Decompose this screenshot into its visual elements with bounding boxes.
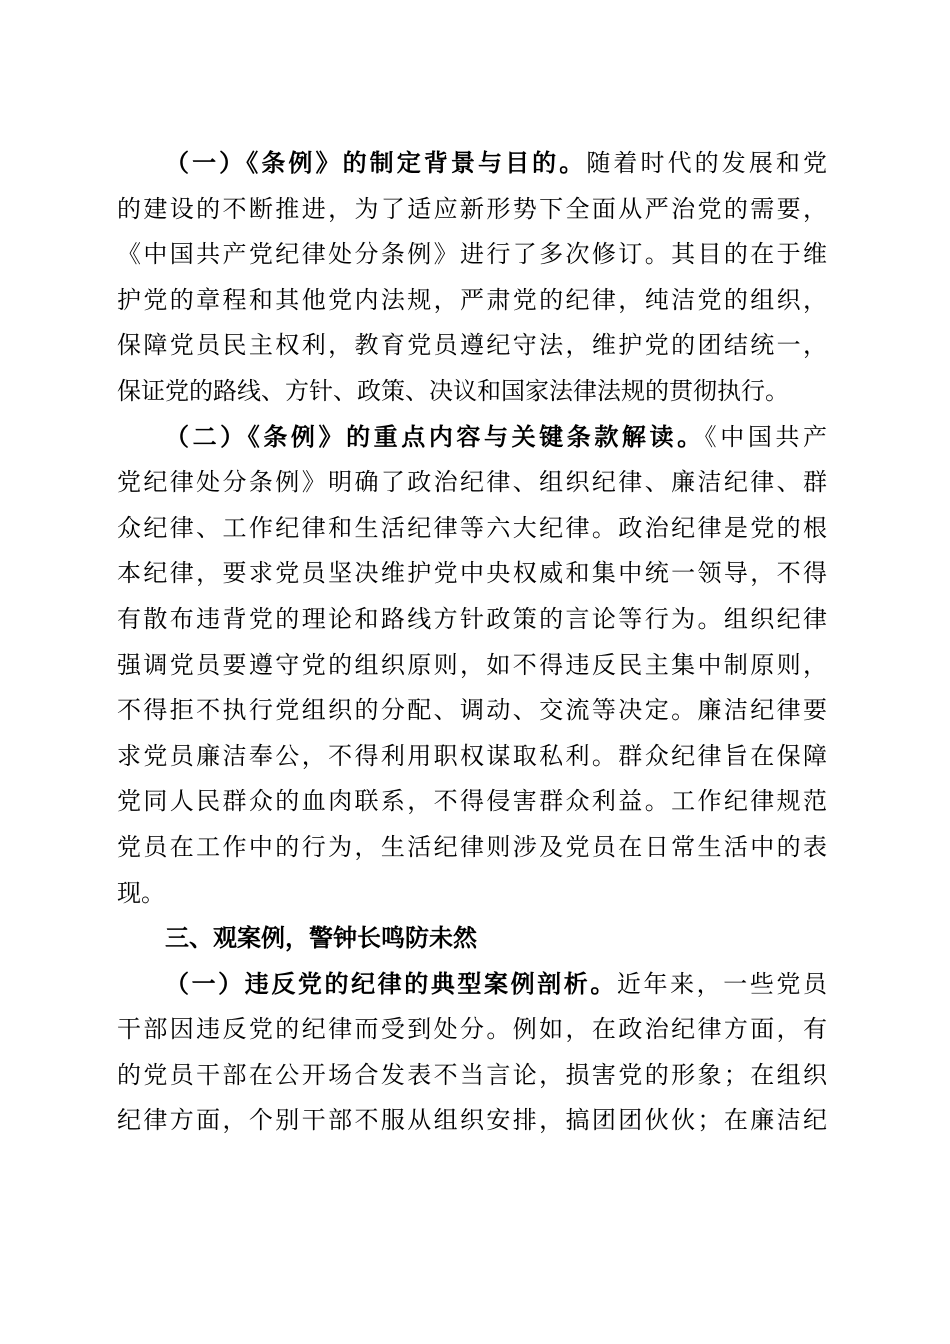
paragraph-text: 近年来，一些党员 [616, 969, 828, 998]
paragraph-line: 干部因违反党的纪律而受到处分。例如，在政治纪律方面，有 [117, 1015, 827, 1044]
paragraph-text: 《中国共产 [704, 422, 828, 451]
subsection-heading: （一）违反党的纪律的典型案例剖析。 [165, 969, 617, 998]
paragraph-line: 纪律方面，个别干部不服从组织安排，搞团团伙伙；在廉洁纪 [117, 1106, 827, 1135]
paragraph-line: 《中国共产党纪律处分条例》进行了多次修订。其目的在于维 [117, 240, 827, 269]
subsection-heading: （二）《条例》的重点内容与关键条款解读。 [165, 422, 705, 451]
paragraph-line: 有散布违背党的理论和路线方针政策的言论等行为。组织纪律 [117, 604, 827, 633]
paragraph-line: 党员在工作中的行为，生活纪律则涉及党员在日常生活中的表 [117, 832, 827, 861]
paragraph-line: 党同人民群众的血肉联系，不得侵害群众利益。工作纪律规范 [117, 787, 827, 816]
subsection-heading: （一）《条例》的制定背景与目的。 [165, 149, 587, 177]
section-title: 三、观案例，警钟长鸣防未然 [165, 924, 477, 953]
paragraph-line [117, 141, 827, 187]
paragraph-line: 的建设的不断推进，为了适应新形势下全面从严治党的需要， [117, 194, 827, 223]
paragraph-line: 众纪律、工作纪律和生活纪律等六大纪律。政治纪律是党的根 [117, 513, 827, 542]
paragraph-text: 随着时代的发展和党 [586, 149, 828, 177]
paragraph-line [117, 415, 827, 461]
paragraph-line: 本纪律，要求党员坚决维护党中央权威和集中统一领导，不得 [117, 559, 827, 588]
paragraph-line: 求党员廉洁奉公，不得利用职权谋取私利。群众纪律旨在保障 [117, 741, 827, 770]
paragraph-line: 保证党的路线、方针、政策、决议和国家法律法规的贯彻执行。 [117, 376, 789, 405]
paragraph-line: 现。 [117, 878, 165, 907]
document-body [117, 141, 827, 1144]
paragraph-line [117, 962, 827, 1008]
paragraph-line: 强调党员要遵守党的组织原则，如不得违反民主集中制原则， [117, 650, 827, 679]
paragraph-line: 护党的章程和其他党内法规，严肃党的纪律，纯洁党的组织， [117, 285, 827, 314]
paragraph-line: 的党员干部在公开场合发表不当言论，损害党的形象；在组织 [117, 1060, 827, 1089]
paragraph-line: 保障党员民主权利，教育党员遵纪守法，维护党的团结统一， [117, 331, 827, 360]
paragraph-line: 党纪律处分条例》明确了政治纪律、组织纪律、廉洁纪律、群 [117, 468, 827, 497]
paragraph-line: 不得拒不执行党组织的分配、调动、交流等决定。廉洁纪律要 [117, 696, 827, 725]
